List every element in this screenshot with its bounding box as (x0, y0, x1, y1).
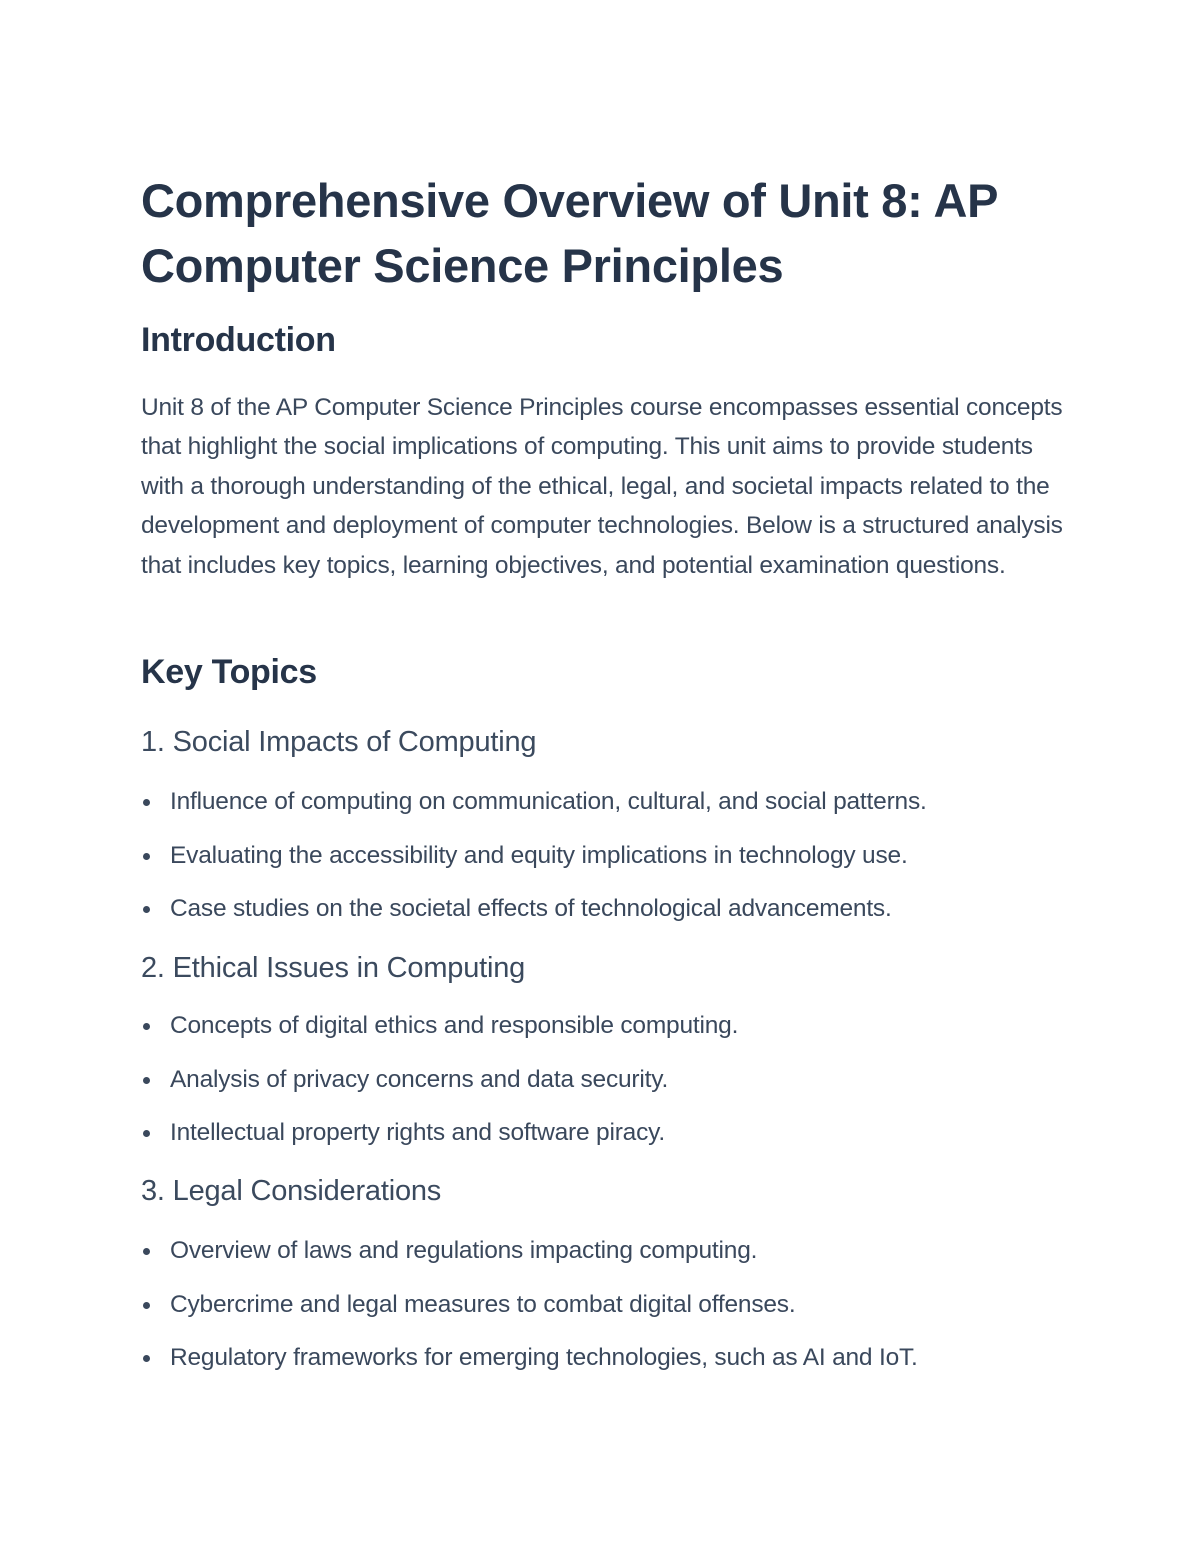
list-item (141, 785, 1071, 839)
list-item (141, 1116, 1071, 1170)
list-item (141, 1234, 1071, 1288)
list-item (141, 1341, 1071, 1395)
list-item-text: Intellectual property rights and software piracy. (170, 1119, 665, 1146)
list-item (141, 1288, 1071, 1342)
bullet-icon (143, 1130, 150, 1137)
list-item (141, 892, 1071, 946)
list-item-text: Overview of laws and regulations impacting computing. (170, 1237, 758, 1264)
bullet-icon (143, 1077, 150, 1084)
key-topics-heading: Key Topics (141, 653, 317, 691)
bullet-icon (143, 1302, 150, 1309)
section-list-legal-considerations (141, 1234, 1071, 1395)
introduction-heading: Introduction (141, 321, 336, 359)
bullet-icon (143, 799, 150, 806)
section-heading-legal-considerations: 3. Legal Considerations (141, 1175, 442, 1207)
list-item-text: Cybercrime and legal measures to combat digital offenses. (170, 1290, 796, 1318)
bullet-icon (143, 853, 150, 860)
list-item (141, 1063, 1071, 1117)
list-item-text: Regulatory frameworks for emerging technologies, such as AI and IoT. (170, 1344, 918, 1371)
section-list-ethical-issues (141, 1009, 1071, 1170)
list-item-text: Influence of computing on communication, cultural, and social patterns. (170, 788, 927, 815)
list-item-text: Case studies on the societal effects of technological advancements. (170, 895, 892, 922)
bullet-icon (143, 906, 150, 913)
bullet-icon (143, 1355, 150, 1362)
section-heading-social-impacts: 1. Social Impacts of Computing (141, 726, 537, 758)
bullet-icon (143, 1248, 150, 1255)
list-item (141, 839, 1071, 893)
introduction-paragraph: Unit 8 of the AP Computer Science Principles course encompasses essential concepts that highlight the social implications of computing. This unit aims to provide students with a thorough understanding of the ethical, legal, and societal impacts related to the development and deployment of computer technologies. Below is a structured analysis that includes key topics, learning objectives, and potential examination questions. (141, 394, 1063, 579)
list-item-text: Concepts of digital ethics and responsible computing. (170, 1012, 739, 1039)
list-item-text: Evaluating the accessibility and equity implications in technology use. (170, 841, 908, 869)
section-heading-ethical-issues: 2. Ethical Issues in Computing (141, 952, 526, 984)
section-list-social-impacts (141, 785, 1071, 946)
document-title: Comprehensive Overview of Unit 8: AP Computer Science Principles (141, 174, 998, 292)
list-item (141, 1009, 1071, 1063)
list-item-text: Analysis of privacy concerns and data security. (170, 1065, 669, 1093)
bullet-icon (143, 1023, 150, 1030)
